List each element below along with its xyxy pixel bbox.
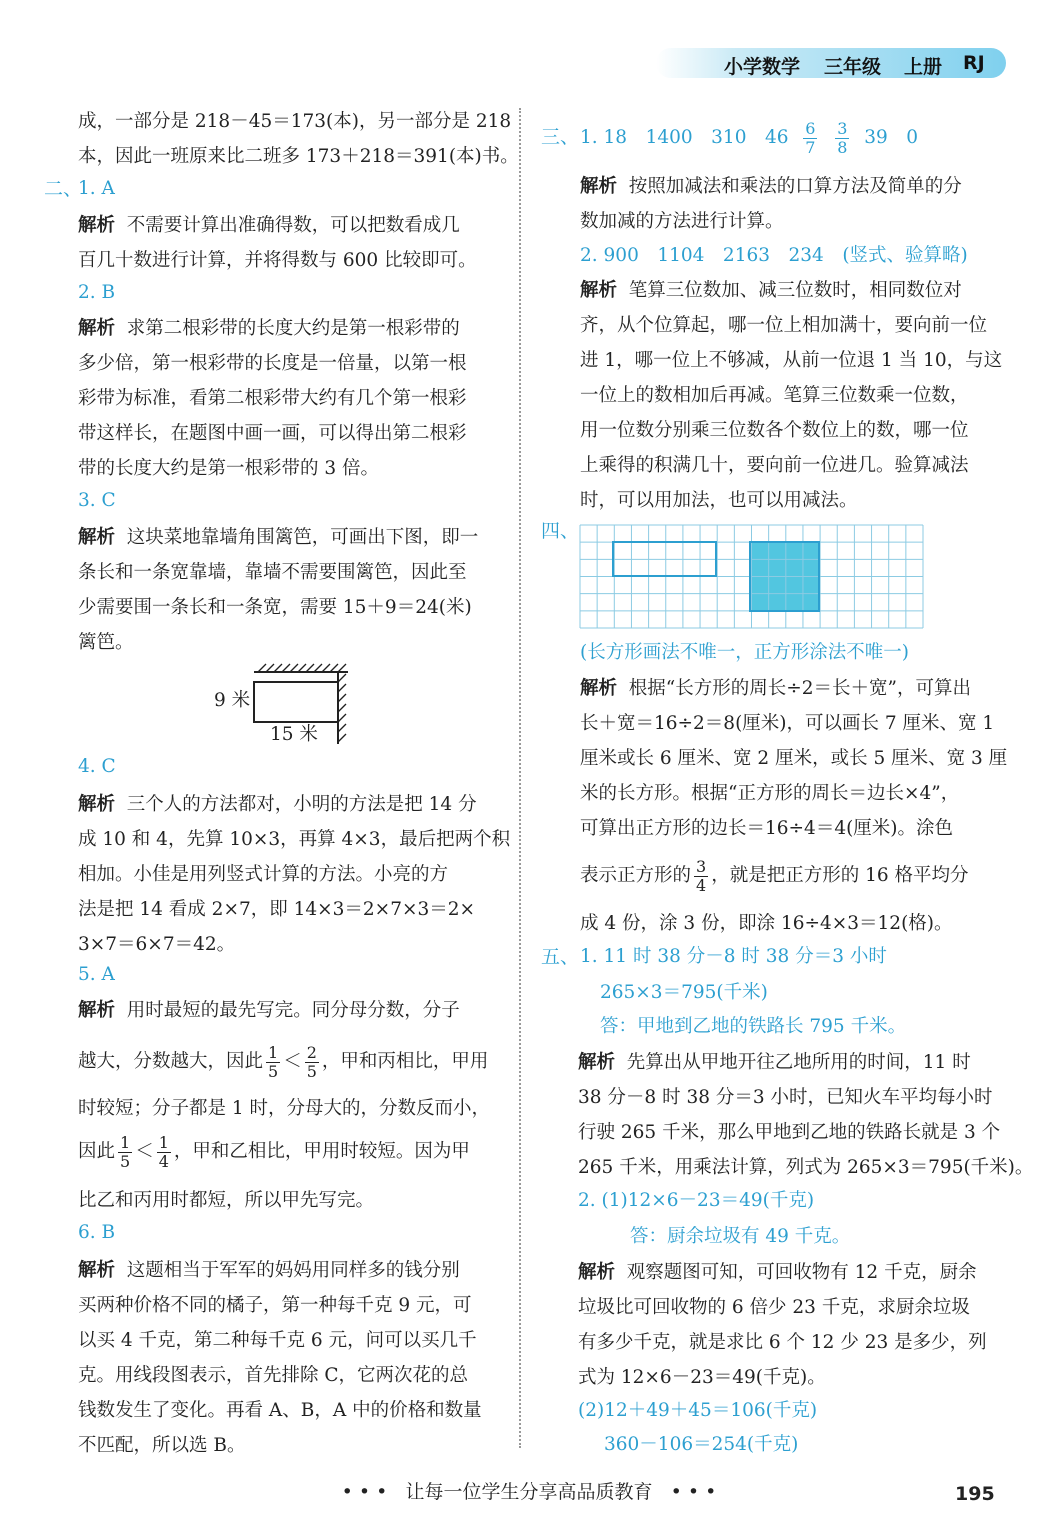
answer-5-1-reply: 答：甲地到乙地的铁路长 795 千米。 — [600, 1016, 907, 1037]
footer-dots-left: • • • — [341, 1481, 388, 1503]
answer-6: 6. B — [78, 1222, 116, 1243]
section-three-marker: 三、 — [541, 126, 580, 148]
analysis-5-line: 越大，分数越大，因此 $\frac{1}{5}$ ＜ $\frac{2}{5}$ ，甲和丙相比，甲用 — [78, 1042, 489, 1081]
answer-3: 3. C — [78, 490, 116, 511]
header-volume: 上册 — [904, 56, 943, 78]
page-header — [656, 48, 1006, 78]
analysis-line: 265 千米，用乘法计算，列式为 265×3＝795(千米)。 — [578, 1157, 1034, 1178]
analysis-label: 解析 — [78, 215, 116, 236]
analysis-label: 解析 — [78, 1260, 116, 1281]
header-edition: RJ — [963, 52, 985, 74]
analysis-4-line: 相加。小佳是用列竖式计算的方法。小亮的方 — [78, 864, 449, 885]
analysis-label: 解析 — [578, 1262, 616, 1283]
analysis-line: 有多少千克，就是求比 6 个 12 少 23 是多少，列 — [578, 1332, 987, 1353]
fraction: $\frac{1}{4}$ — [158, 1132, 169, 1171]
section-four-marker: 四、 — [541, 520, 580, 542]
answer-5: 5. A — [78, 964, 115, 985]
answer-5-1-calc: 265×3＝795(千米) — [600, 982, 768, 1003]
analysis-4-line: 法是把 14 看成 2×7，即 14×3＝2×7×3＝2× — [78, 899, 476, 920]
answer-3-1: 1. 18 1400 310 46 $\frac{6}{7}$ $\frac{3}{8}$ 39 0 — [580, 118, 918, 157]
analysis-label: 解析 — [78, 318, 116, 339]
analysis-line: 时，可以用加法，也可以用减法。 — [580, 490, 858, 511]
header-grade: 三年级 — [824, 56, 882, 78]
answer-5-2-2: (2)12＋49＋45＝106(千克) — [578, 1400, 818, 1421]
answer-5-2-2-calc: 360－106＝254(千克) — [604, 1434, 799, 1455]
analysis-line: 表示正方形的 $\frac{3}{4}$ ，就是把正方形的 16 格平均分 — [580, 856, 969, 895]
fraction: $\frac{1}{5}$ — [268, 1042, 279, 1081]
analysis-line: 上乘得的积满几十，要向前一位进几。验算减法 — [580, 455, 969, 476]
analysis-label: 解析 — [78, 1000, 116, 1021]
analysis-4-line: 3×7＝6×7＝42。 — [78, 934, 236, 955]
analysis-line: 解析 笔算三位数加、减三位数时，相同数位对 — [580, 280, 962, 301]
footer-dots-right: • • • — [670, 1481, 717, 1503]
analysis-label: 解析 — [78, 794, 116, 815]
answer-5-2-1-reply: 答：厨余垃圾有 49 千克。 — [630, 1226, 851, 1247]
analysis-6-line: 解析 这题相当于军军的妈妈用同样多的钱分别 — [78, 1260, 460, 1281]
analysis-6-line: 钱数发生了变化。再看 A、B，A 中的价格和数量 — [78, 1400, 482, 1421]
analysis-line: 行驶 265 千米，那么甲地到乙地的铁路长就是 3 个 — [578, 1122, 1001, 1143]
analysis-3-line: 解析 这块菜地靠墙角围篱笆，可画出下图，即一 — [78, 527, 479, 548]
analysis-line: 数加减的方法进行计算。 — [580, 211, 784, 232]
analysis-line: 解析 根据“长方形的周长÷2＝长＋宽”，可算出 — [580, 678, 971, 699]
analysis-5-line: 比乙和丙用时都短，所以甲先写完。 — [78, 1190, 375, 1211]
fraction: $\frac{2}{5}$ — [306, 1042, 317, 1081]
answer-1: 1. A — [78, 178, 115, 199]
analysis-label: 解析 — [580, 176, 618, 197]
analysis-line: 垃圾比可回收物的 6 倍少 23 千克，求厨余垃圾 — [578, 1297, 970, 1318]
analysis-2-line: 带这样长，在题图中画一画，可以得出第二根彩 — [78, 423, 467, 444]
analysis-5-line: 时较短；分子都是 1 时，分母大的，分数反而小， — [78, 1098, 491, 1119]
analysis-line: 38 分－8 时 38 分＝3 小时，已知火车平均每小时 — [578, 1087, 993, 1108]
analysis-label: 解析 — [578, 1052, 616, 1073]
analysis-line: 用一位数分别乘三位数各个数位上的数，哪一位 — [580, 420, 969, 441]
analysis-3-line: 篱笆。 — [78, 632, 134, 653]
analysis-label: 解析 — [78, 527, 116, 548]
section-two-marker: 二、 — [44, 178, 83, 200]
analysis-label: 解析 — [580, 280, 618, 301]
fence-length-label: 15 米 — [270, 724, 318, 745]
answer-5-1: 1. 11 时 38 分－8 时 38 分＝3 小时 — [580, 946, 887, 967]
analysis-4-line: 成 10 和 4，先算 10×3，再算 4×3，最后把两个积 — [78, 829, 511, 850]
fence-width-label: 9 米 — [214, 690, 251, 711]
column-divider — [519, 108, 521, 1448]
answer-4: 4. C — [78, 756, 116, 777]
header-subject: 小学数学 — [724, 56, 801, 78]
analysis-line: 解析 按照加减法和乘法的口算方法及简单的分 — [580, 176, 962, 197]
analysis-2-line: 带的长度大约是第一根彩带的 3 倍。 — [78, 458, 380, 479]
analysis-line: 长＋宽＝16÷2＝8(厘米)，可以画长 7 厘米、宽 1 — [580, 713, 995, 734]
analysis-5-line: 解析 用时最短的最先写完。同分母分数，分子 — [78, 1000, 460, 1021]
analysis-line: 可算出正方形的边长＝16÷4＝4(厘米)。涂色 — [580, 818, 954, 839]
analysis-1-line-b: 百几十数进行计算，并将得数与 600 比较即可。 — [78, 250, 477, 271]
fraction: $\frac{3}{8}$ — [837, 118, 848, 157]
analysis-line: 成 4 份，涂 3 份，即涂 16÷4×3＝12(格)。 — [580, 913, 953, 934]
grid-figure — [579, 524, 925, 637]
answer-2: 2. B — [78, 282, 116, 303]
analysis-6-line: 不匹配，所以选 B。 — [78, 1435, 246, 1456]
analysis-line: 一位上的数相加后再减。笔算三位数乘一位数， — [580, 385, 969, 406]
analysis-line: 厘米或长 6 厘米、宽 2 厘米，或长 5 厘米、宽 3 厘 — [580, 748, 1008, 769]
analysis-line: 解析 先算出从甲地开往乙地所用的时间，11 时 — [578, 1052, 971, 1073]
fraction: $\frac{3}{4}$ — [696, 856, 707, 895]
analysis-line: 齐，从个位算起，哪一位上相加满十，要向前一位 — [580, 315, 988, 336]
analysis-2-line: 解析 求第二根彩带的长度大约是第一根彩带的 — [78, 318, 460, 339]
footer — [0, 1477, 1058, 1504]
fraction: $\frac{6}{7}$ — [805, 118, 816, 157]
fraction: $\frac{1}{5}$ — [120, 1132, 131, 1171]
footer-slogan: 让每一位学生分享高品质教育 — [405, 1481, 653, 1503]
analysis-5-line: 因此 $\frac{1}{5}$ ＜ $\frac{1}{4}$ ，甲和乙相比，甲用时较短。因为甲 — [78, 1132, 470, 1171]
analysis-line: 解析 观察题图可知，可回收物有 12 千克，厨余 — [578, 1262, 977, 1283]
analysis-1-line-a: 解析 不需要计算出准确得数，可以把数看成几 — [78, 215, 460, 236]
analysis-6-line: 克。用线段图表示，首先排除 C，它两次花的总 — [78, 1365, 469, 1386]
analysis-2-line: 彩带为标准，看第二根彩带大约有几个第一根彩 — [78, 388, 467, 409]
analysis-3-line: 条长和一条宽靠墙，靠墙不需要围篱笆，因此至 — [78, 562, 467, 583]
analysis-6-line: 买两种价格不同的橘子，第一种每千克 9 元，可 — [78, 1295, 472, 1316]
analysis-3-line: 少需要围一条长和一条宽，需要 15＋9＝24(米) — [78, 597, 472, 618]
analysis-2-line: 多少倍，第一根彩带的长度是一倍量，以第一根 — [78, 353, 467, 374]
analysis-label: 解析 — [580, 678, 618, 699]
text-line: 成，一部分是 218－45＝173(本)，另一部分是 218 — [78, 111, 512, 132]
analysis-line: 米的长方形。根据“正方形的周长＝边长×4”， — [580, 783, 960, 804]
analysis-line: 进 1，哪一位上不够减，从前一位退 1 当 10，与这 — [580, 350, 1003, 371]
text-line: 本，因此一班原来比二班多 173＋218＝391(本)书。 — [78, 146, 519, 167]
analysis-4-line: 解析 三个人的方法都对，小明的方法是把 14 分 — [78, 794, 477, 815]
figure-note: (长方形画法不唯一，正方形涂法不唯一) — [580, 642, 909, 663]
answer-5-2-1: 2. (1)12×6－23＝49(千克) — [578, 1190, 815, 1211]
page-number: 195 — [955, 1483, 995, 1505]
answer-3-2: 2. 900 1104 2163 234 (竖式、验算略) — [580, 245, 968, 266]
analysis-6-line: 以买 4 千克，第二种每千克 6 元，问可以买几千 — [78, 1330, 477, 1351]
section-five-marker: 五、 — [541, 946, 580, 968]
analysis-line: 式为 12×6－23＝49(千克)。 — [578, 1367, 826, 1388]
